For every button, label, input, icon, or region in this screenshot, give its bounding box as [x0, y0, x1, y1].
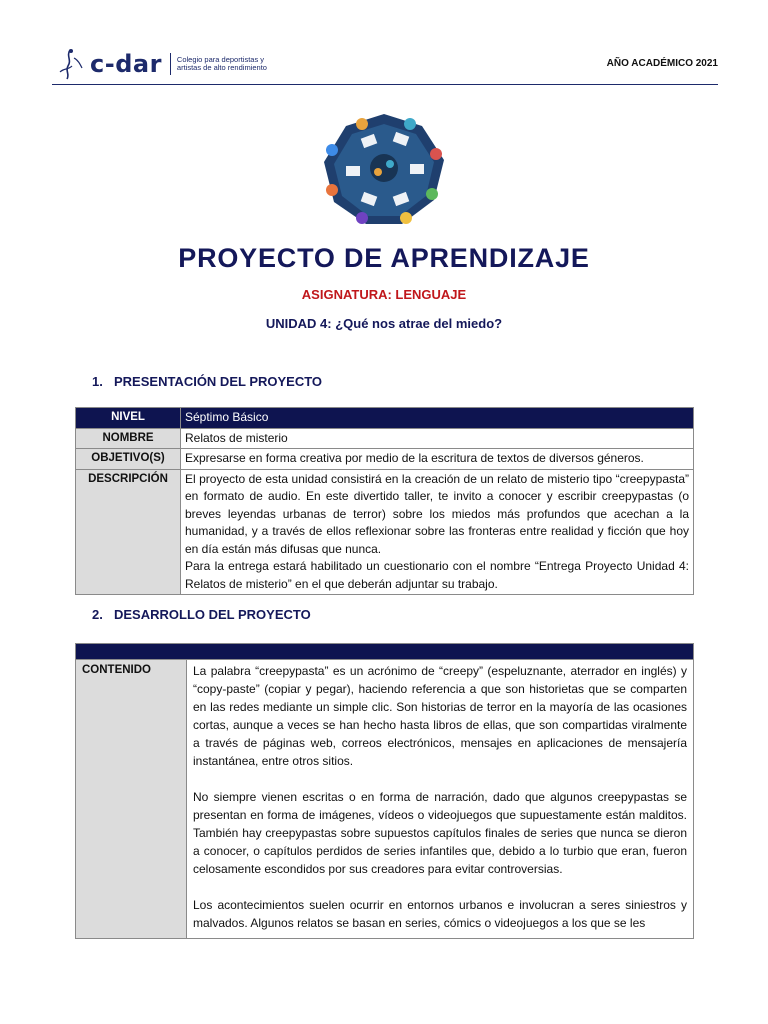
- table-row: [76, 408, 694, 429]
- objetivo-value: Expresarse en forma creativa por medio de la escritura de textos de diversos géneros.: [181, 449, 694, 470]
- descripcion-paragraph-1: El proyecto de esta unidad consistirá en la creación de un relato de misterio tipo “creepypasta” en formato de audio. En este divertido taller, te invito a conocer y escribir creepypastas (o breves leyendas urbanas de terror) sobre los miedos más profundos que acechan a la humanidad, y a través de ellos reflexionar sobre las fronteras entre realidad y ficción que hoy en día están más difusas que nunca.: [185, 471, 689, 556]
- table-row: [76, 449, 694, 470]
- section-heading-1: [92, 374, 322, 389]
- logo-subtitle: [177, 56, 267, 72]
- descripcion-label: DESCRIPCIÓN: [76, 469, 181, 595]
- section-title: DESARROLLO DEL PROYECTO: [114, 607, 311, 622]
- logo-divider: [170, 53, 171, 75]
- logo-wordmark: c-dar: [90, 50, 162, 78]
- table-row: [76, 428, 694, 449]
- header-rule: [52, 84, 718, 85]
- contenido-value: [187, 660, 694, 939]
- contenido-label: CONTENIDO: [76, 660, 187, 939]
- page-header: [52, 44, 718, 84]
- table-header-row: [76, 644, 694, 660]
- section-number: 2.: [92, 607, 103, 622]
- academic-year: AÑO ACADÉMICO 2021: [606, 58, 718, 69]
- table-row: [76, 660, 694, 939]
- table-header-bar: [76, 644, 694, 660]
- unit-line: UNIDAD 4: ¿Qué nos atrae del miedo?: [265, 316, 503, 331]
- descripcion-paragraph-2: Para la entrega estará habilitado un cuestionario con el nombre “Entrega Proyecto Unidad 4: Relatos de misterio” en el que deberán adjuntar su trabajo.: [185, 559, 689, 591]
- nivel-label: NIVEL: [76, 408, 181, 429]
- section-number: 1.: [92, 374, 103, 389]
- nombre-value: Relatos de misterio: [181, 428, 694, 449]
- subject-line: ASIGNATURA: LENGUAJE: [301, 287, 467, 302]
- section-title: PRESENTACIÓN DEL PROYECTO: [114, 374, 323, 389]
- contenido-paragraph-2: No siempre vienen escritas o en forma de narración, dado que algunos creepypastas se presentan en forma de imágenes, vídeos o videojuegos que supuestamente están malditos. También hay creepypastas sobre supuestos capítulos finales de series que nunca se dieron a conocer, o capítulos perdidos de series infantiles que, debido a lo turbio que eran, fueron celosamente escondidos por sus creadores para evitar controversias.: [193, 790, 687, 876]
- collaboration-emblem-icon: [318, 110, 450, 228]
- cdar-logo-icon: [52, 46, 88, 82]
- section-heading-2: [92, 607, 311, 622]
- school-logo: [52, 44, 267, 84]
- nombre-label: NOMBRE: [76, 428, 181, 449]
- table-row: [76, 469, 694, 595]
- nivel-value: Séptimo Básico: [181, 408, 694, 429]
- logo-subtitle-line1: Colegio para deportistas y: [176, 55, 265, 64]
- project-development-table: [75, 643, 694, 939]
- objetivo-label: OBJETIVO(S): [76, 449, 181, 470]
- logo-subtitle-line2: artistas de alto rendimiento: [176, 63, 267, 72]
- contenido-paragraph-1: La palabra “creepypasta” es un acrónimo de “creepy” (espeluznante, aterrador en inglés) y “copy-paste” (copiar y pegar), haciendo referencia a que son historietas que se comparten en las redes mediante un simple clic. Son historias de terror en la mayoría de las ocasiones cortas, aunque a veces se han hecho hasta libros de ellas, que son compartidas viralmente a través de páginas web, correos electrónicos, mensajes en aplicaciones de mensajería instantánea, entre otros sitios.: [193, 664, 687, 768]
- project-presentation-table: [75, 407, 694, 595]
- document-title: PROYECTO DE APRENDIZAJE: [178, 243, 590, 273]
- descripcion-value: [181, 469, 694, 595]
- contenido-paragraph-3: Los acontecimientos suelen ocurrir en entornos urbanos e involucran a seres siniestros y malvados. Algunos relatos se basan en series, cómics o videojuegos a los que se les: [193, 898, 687, 930]
